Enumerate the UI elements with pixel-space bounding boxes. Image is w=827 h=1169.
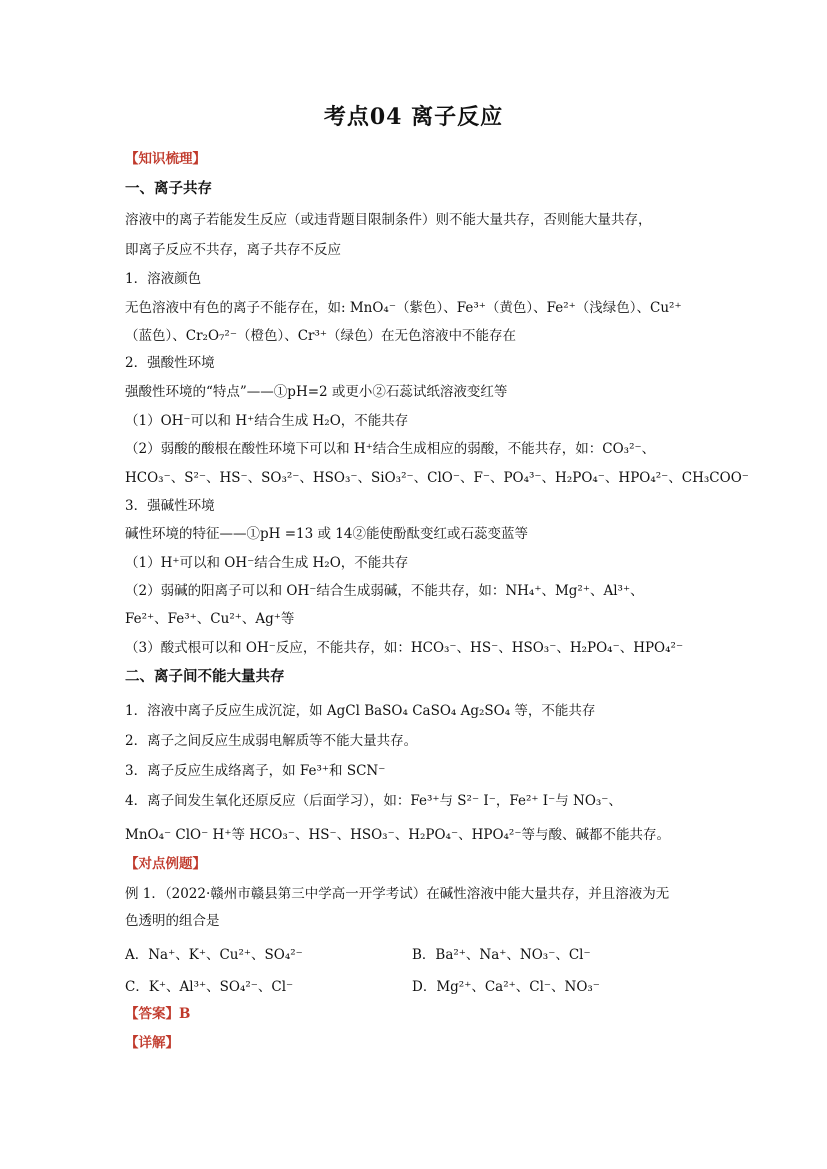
- question-text: 色透明的组合是: [125, 913, 220, 929]
- paragraph: 3．离子反应生成络离子，如 Fe³⁺和 SCN⁻: [125, 763, 386, 779]
- option-d: D．Mg²⁺、Ca²⁺、Cl⁻、NO₃⁻: [412, 979, 600, 995]
- paragraph: 即离子反应不共存，离子共存不反应: [125, 242, 341, 258]
- heading-ion-coexistence: 一、离子共存: [125, 180, 212, 197]
- paragraph: 碱性环境的特征——①pH =13 或 14②能使酚酞变红或石蕊变蓝等: [125, 526, 528, 542]
- paragraph: 无色溶液中有色的离子不能存在，如: MnO₄⁻（紫色）、Fe³⁺（黄色）、Fe²⁺（浅绿色）、Cu²⁺: [125, 300, 682, 316]
- paragraph: （1）H⁺可以和 OH⁻结合生成 H₂O，不能共存: [125, 555, 409, 571]
- section-tag-example: 【对点例题】: [125, 856, 206, 872]
- answer-label: 【答案】B: [125, 1006, 191, 1022]
- detail-label: 【详解】: [125, 1035, 179, 1051]
- section-tag-knowledge: 【知识梳理】: [125, 151, 206, 167]
- paragraph: （蓝色）、Cr₂O₇²⁻（橙色）、Cr³⁺（绿色）在无色溶液中不能存在: [125, 328, 517, 344]
- subheading: 2．强酸性环境: [125, 355, 215, 371]
- paragraph: （3）酸式根可以和 OH⁻反应，不能共存，如：HCO₃⁻、HS⁻、HSO₃⁻、H₂PO₄⁻、HPO₄²⁻: [125, 640, 684, 656]
- paragraph: 溶液中的离子若能发生反应（或违背题目限制条件）则不能大量共存，否则能大量共存，: [125, 212, 652, 228]
- option-b: B．Ba²⁺、Na⁺、NO₃⁻、Cl⁻: [412, 947, 591, 963]
- paragraph: （2）弱碱的阳离子可以和 OH⁻结合生成弱碱，不能共存，如：NH₄⁺、Mg²⁺、Al³⁺、: [125, 583, 644, 599]
- paragraph: Fe²⁺、Fe³⁺、Cu²⁺、Ag⁺等: [125, 611, 295, 627]
- option-c: C．K⁺、Al³⁺、SO₄²⁻、Cl⁻: [125, 979, 294, 995]
- question-text: 例 1．（2022·赣州市赣县第三中学高一开学考试）在碱性溶液中能大量共存，并且溶液为无: [125, 886, 670, 902]
- paragraph: （2）弱酸的酸根在酸性环境下可以和 H⁺结合生成相应的弱酸，不能共存，如：CO₃²⁻、: [125, 441, 656, 457]
- option-a: A．Na⁺、K⁺、Cu²⁺、SO₄²⁻: [125, 947, 303, 963]
- subheading: 3．强碱性环境: [125, 498, 215, 514]
- heading-cannot-coexist: 二、离子间不能大量共存: [125, 668, 285, 685]
- paragraph: 2．离子之间反应生成弱电解质等不能大量共存。: [125, 733, 418, 749]
- paragraph: （1）OH⁻可以和 H⁺结合生成 H₂O，不能共存: [125, 413, 409, 429]
- subheading: 1．溶液颜色: [125, 271, 202, 287]
- paragraph: 1．溶液中离子反应生成沉淀，如 AgCl BaSO₄ CaSO₄ Ag₂SO₄ 等，不能共存: [125, 703, 596, 719]
- paragraph: 4．离子间发生氧化还原反应（后面学习），如：Fe³⁺与 S²⁻ I⁻，Fe²⁺ I⁻与 NO₃⁻、: [125, 793, 622, 809]
- page-title: 考点04 离子反应: [323, 104, 504, 130]
- paragraph: 强酸性环境的“特点”——①pH=2 或更小②石蕊试纸溶液变红等: [125, 384, 508, 400]
- paragraph: HCO₃⁻、S²⁻、HS⁻、SO₃²⁻、HSO₃⁻、SiO₃²⁻、ClO⁻、F⁻、PO₄³⁻、H₂PO₄⁻、HPO₄²⁻、CH₃COO⁻: [125, 470, 749, 486]
- paragraph: MnO₄⁻ ClO⁻ H⁺等 HCO₃⁻、HS⁻、HSO₃⁻、H₂PO₄⁻、HPO₄²⁻等与酸、碱都不能共存。: [125, 827, 670, 843]
